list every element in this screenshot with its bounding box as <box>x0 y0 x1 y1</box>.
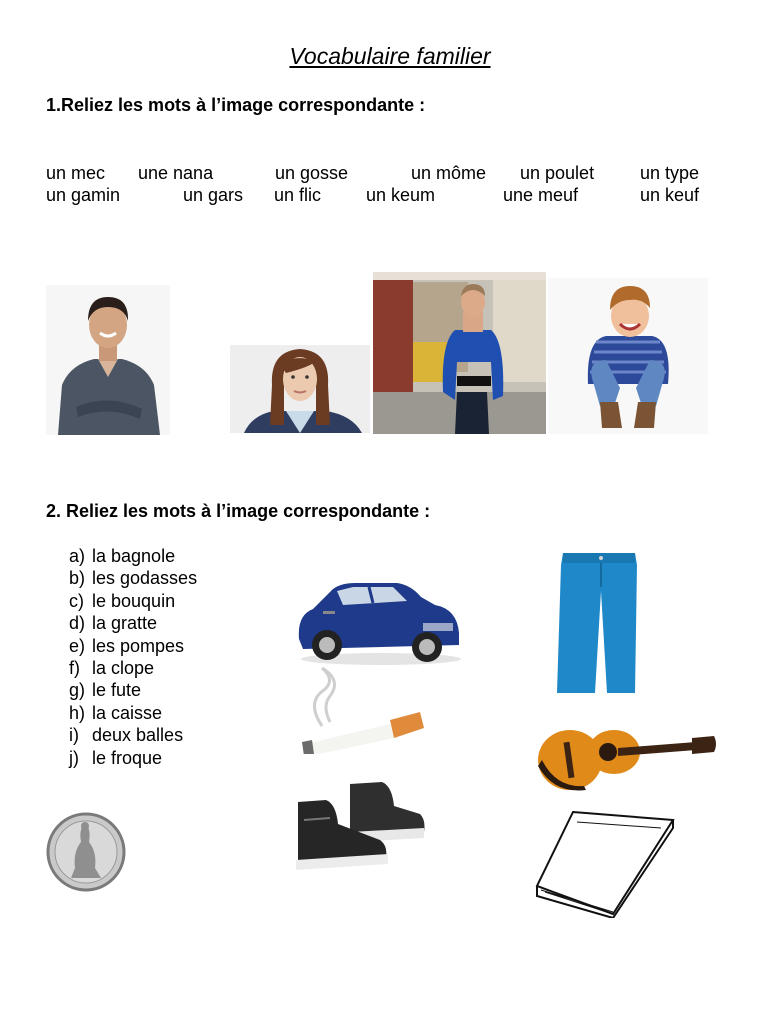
list-item <box>69 590 197 612</box>
woman-photo <box>230 345 370 433</box>
item-letter: f) <box>69 658 80 679</box>
item-word: la caisse <box>92 702 163 723</box>
book-drawing <box>533 808 675 918</box>
item-word: la gratte <box>92 613 158 634</box>
item-word: le fute <box>92 680 142 701</box>
item-letter: b) <box>69 568 86 589</box>
item-word: la clope <box>92 658 155 679</box>
jeans-photo <box>545 543 657 698</box>
exercise-1-heading: 1.Reliez les mots à l’image correspondante : <box>46 95 426 115</box>
item-letter: i) <box>69 725 79 746</box>
item-word: la bagnole <box>92 546 176 566</box>
word-item: un keuf <box>640 185 700 205</box>
item-word: les pompes <box>92 635 185 656</box>
list-item <box>69 702 197 724</box>
list-item <box>69 724 197 746</box>
word-item: un gamin <box>46 185 121 205</box>
list-item <box>69 747 197 769</box>
word-item: un môme <box>411 163 487 183</box>
child-photo <box>548 278 708 434</box>
man-photo <box>46 285 170 435</box>
list-item <box>69 635 197 657</box>
item-letter: g) <box>69 680 86 701</box>
item-letter: a) <box>69 546 86 566</box>
exercise-2-heading: 2. Reliez les mots à l’image correspondante : <box>46 501 431 521</box>
police-officer-photo <box>373 272 546 434</box>
sneakers-photo <box>290 780 428 870</box>
word-item: un type <box>640 163 700 183</box>
word-item: un flic <box>274 185 322 205</box>
item-letter: h) <box>69 702 86 723</box>
vocabulary-list <box>69 545 197 769</box>
word-item: une meuf <box>503 185 579 205</box>
cigarette-photo <box>296 662 424 754</box>
word-item: un mec <box>46 163 106 183</box>
item-word: le bouquin <box>92 590 176 611</box>
word-item: un gars <box>183 185 244 205</box>
car-photo <box>293 575 463 667</box>
word-item: un poulet <box>520 163 595 183</box>
list-item <box>69 612 197 634</box>
item-letter: e) <box>69 635 86 656</box>
word-item: une nana <box>138 163 214 183</box>
item-word: deux balles <box>92 725 184 746</box>
item-letter: c) <box>69 590 84 611</box>
list-item <box>69 657 197 679</box>
guitar-photo <box>536 710 718 796</box>
list-item <box>69 567 197 589</box>
word-item: un keum <box>366 185 436 205</box>
list-item <box>69 545 197 567</box>
item-word: le froque <box>92 747 163 768</box>
item-letter: j) <box>69 747 79 768</box>
coin-photo <box>45 812 127 892</box>
item-word: les godasses <box>92 568 198 589</box>
list-item <box>69 679 197 701</box>
item-letter: d) <box>69 613 86 634</box>
page-title: Vocabulaire familier <box>289 43 491 69</box>
word-item: un gosse <box>275 163 349 183</box>
